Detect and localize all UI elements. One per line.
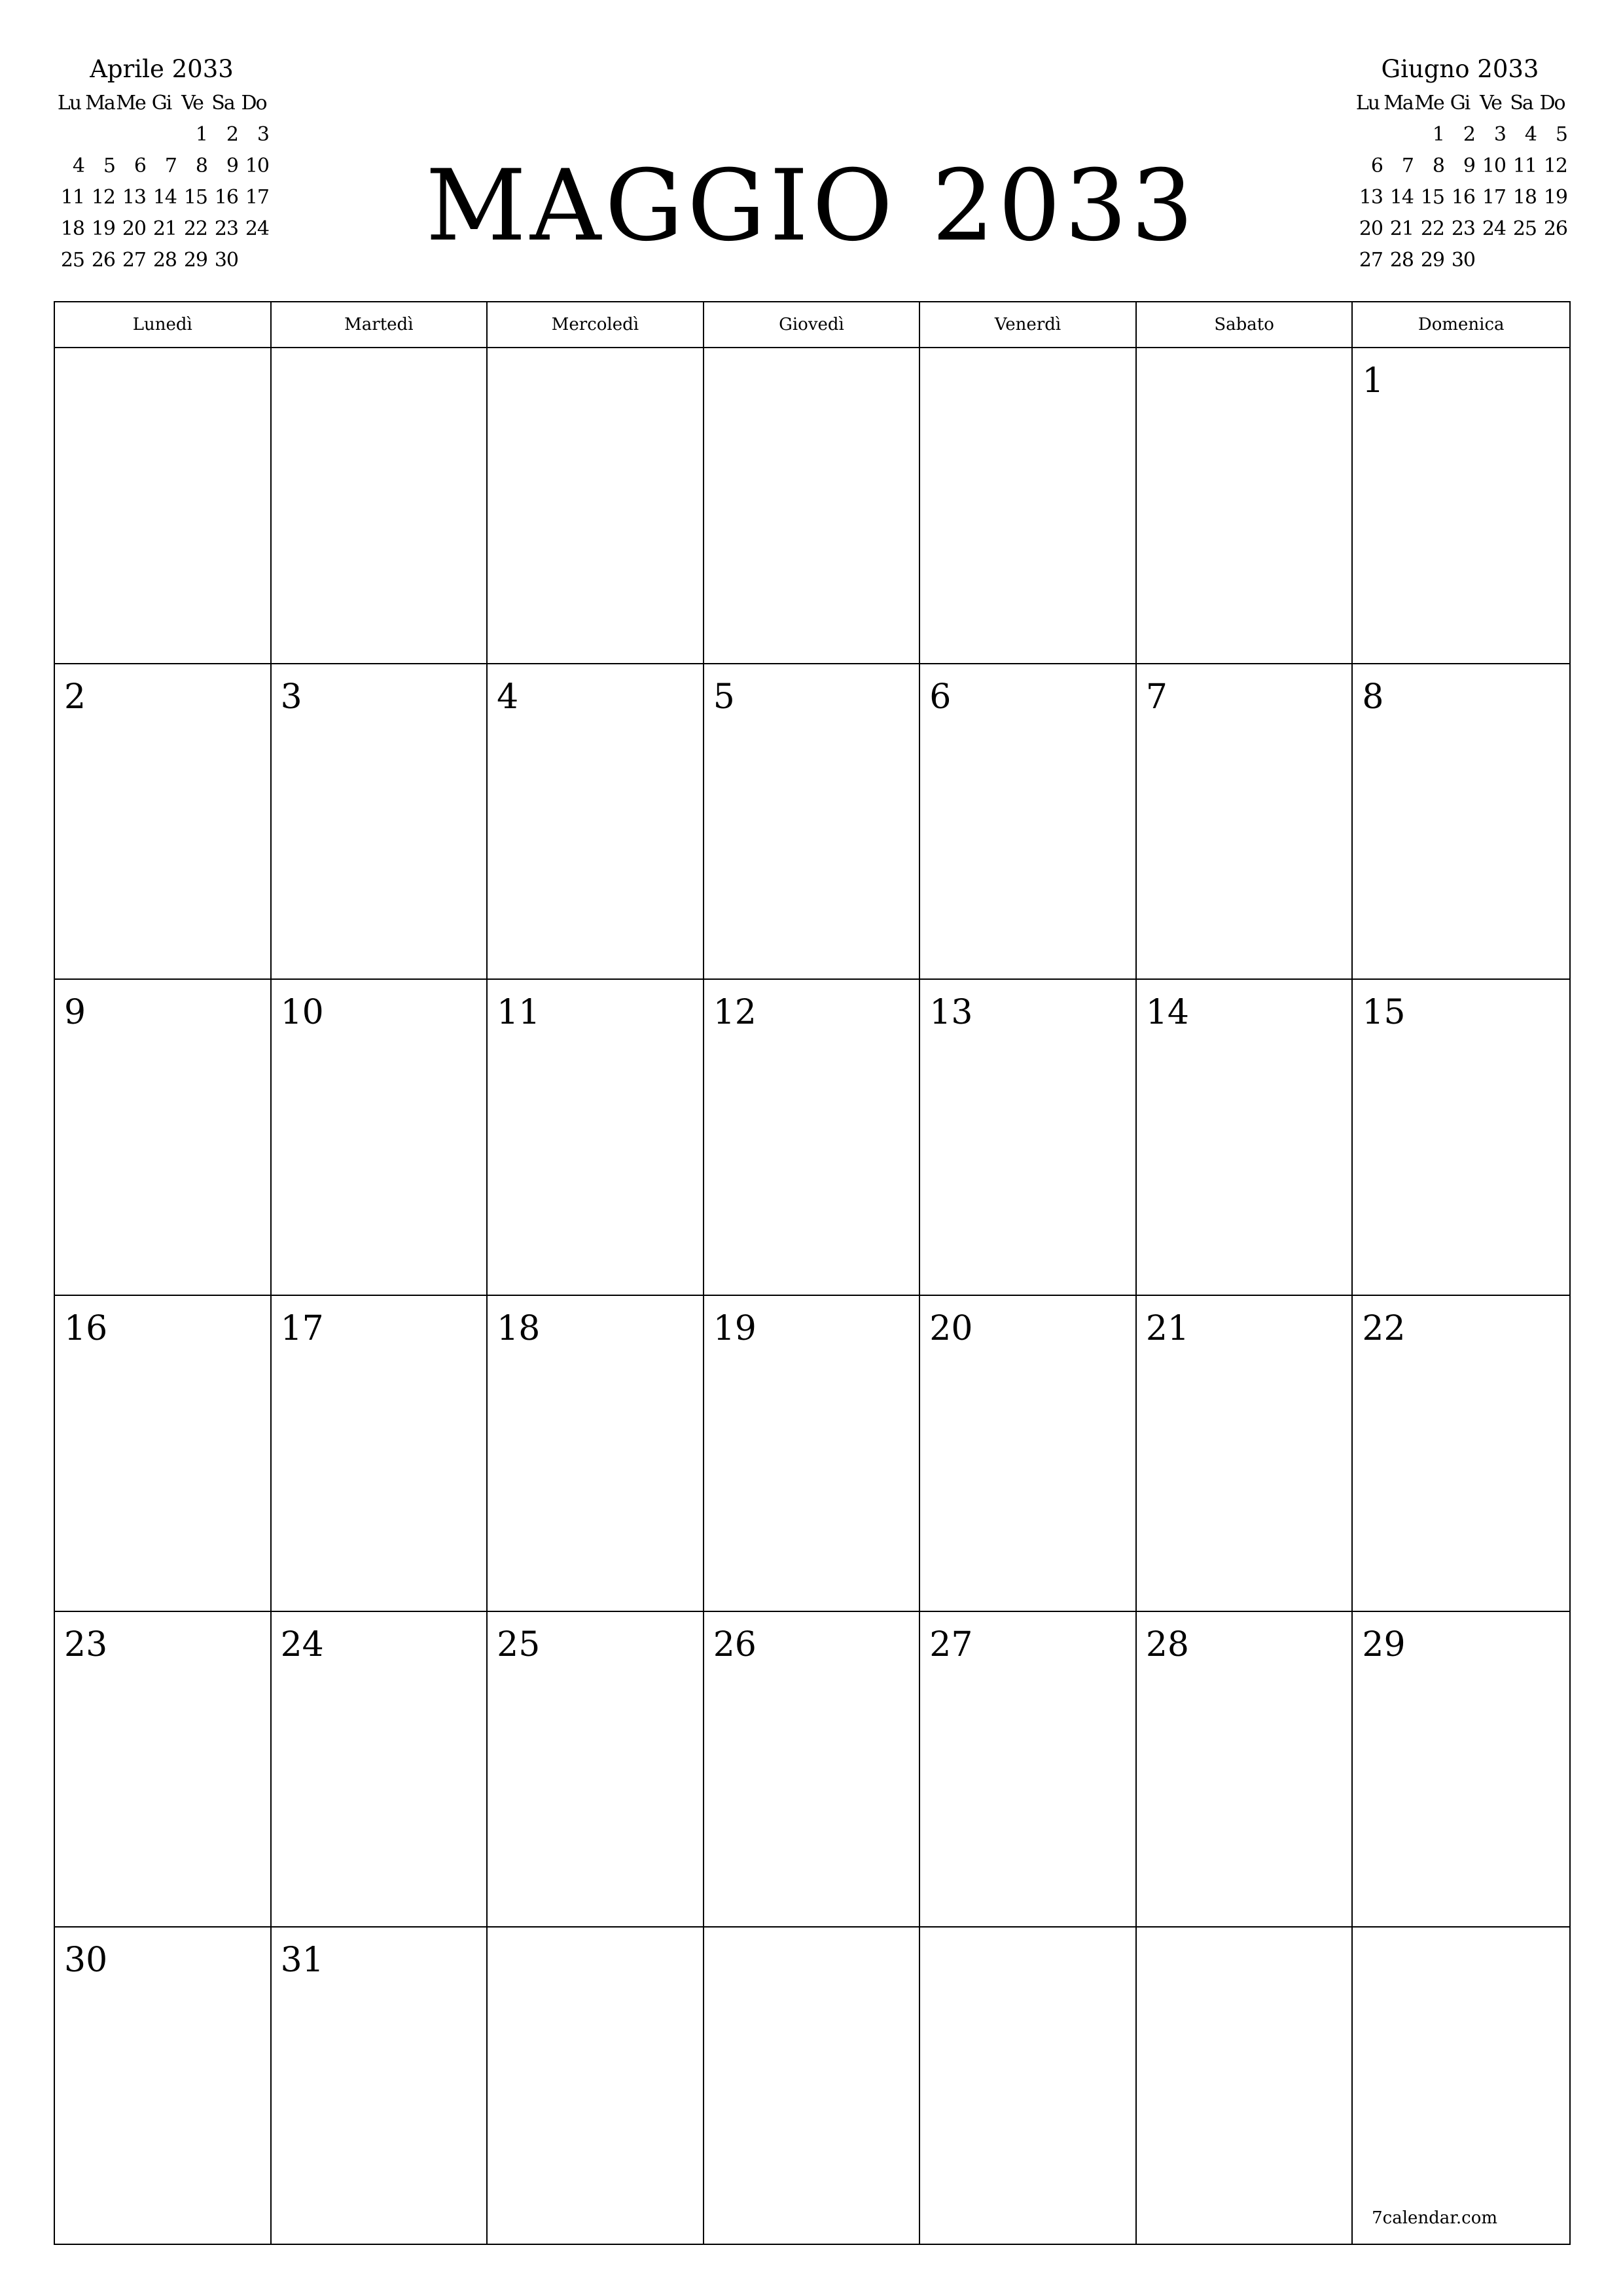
day-number: 15 [1362,993,1406,1033]
site-credit: 7calendar.com [1372,2208,1497,2228]
mini-day: 18 [60,217,84,240]
mini-day: 30 [214,249,238,272]
weekday-header: Mercoledì [488,302,704,347]
day-cell[interactable] [1353,1296,1569,1611]
mini-day: 1 [1432,123,1444,146]
mini-day: 20 [1359,217,1383,240]
day-number: 31 [280,1941,324,1981]
mini-day: 3 [1493,123,1506,146]
day-cell[interactable] [272,1612,488,1927]
mini-weekday-label: Ve [1480,92,1501,115]
day-number: 7 [1145,677,1168,717]
day-cell[interactable] [272,1296,488,1611]
mini-day: 14 [152,186,177,209]
mini-day [1383,119,1414,151]
mini-day: 28 [1389,249,1414,272]
weekday-header-row [55,302,1569,348]
week-row [55,980,1569,1296]
mini-day: 5 [103,154,115,177]
mini-weekday-label: Lu [1355,92,1380,115]
day-cell[interactable] [55,664,272,979]
mini-day: 7 [1401,154,1414,177]
day-cell[interactable] [1137,1928,1353,2244]
day-cell[interactable] [55,1612,272,1927]
day-cell[interactable] [1137,348,1353,663]
mini-day: 26 [1543,217,1567,240]
day-number: 17 [280,1308,324,1348]
day-cell[interactable] [1353,1928,1569,2244]
day-cell[interactable] [488,1928,704,2244]
mini-day: 4 [72,154,84,177]
mini-day: 6 [134,154,146,177]
day-cell[interactable] [1137,980,1353,1295]
day-number: 26 [713,1624,757,1664]
day-number: 14 [1145,993,1190,1033]
weekday-header: Lunedì [55,302,272,347]
mini-day: 13 [1359,186,1383,209]
mini-day: 24 [1482,217,1506,240]
mini-weekday-label: Lu [57,92,81,115]
mini-day: 19 [91,217,115,240]
day-cell[interactable] [272,348,488,663]
day-cell[interactable] [272,1928,488,2244]
week-row [55,1612,1569,1928]
day-number: 29 [1362,1624,1406,1664]
mini-day [1475,245,1506,276]
mini-calendar-next-month [1352,51,1568,276]
mini-day [115,119,146,151]
mini-day: 14 [1389,186,1414,209]
day-cell[interactable] [488,348,704,663]
mini-day: 22 [183,217,207,240]
day-cell[interactable] [704,1928,921,2244]
day-cell[interactable] [704,664,921,979]
day-cell[interactable] [55,348,272,663]
mini-day: 18 [1512,186,1537,209]
day-number: 3 [280,677,302,717]
mini-day: 11 [60,186,84,209]
day-cell[interactable] [704,1612,921,1927]
day-cell[interactable] [1137,1612,1353,1927]
day-number: 2 [64,677,86,717]
mini-day: 24 [245,217,269,240]
mini-day: 7 [164,154,177,177]
week-row [55,1928,1569,2244]
mini-day: 20 [122,217,146,240]
mini-day: 26 [91,249,115,272]
mini-day: 4 [1524,123,1537,146]
mini-day [1537,245,1567,276]
day-cell[interactable] [488,980,704,1295]
day-cell[interactable] [488,664,704,979]
day-cell[interactable] [1353,664,1569,979]
day-number: 18 [497,1308,541,1348]
day-number: 6 [929,677,952,717]
day-cell[interactable] [920,664,1137,979]
mini-day: 9 [226,154,238,177]
day-number: 19 [713,1308,757,1348]
day-number: 23 [64,1624,108,1664]
day-number: 20 [929,1308,973,1348]
day-cell[interactable] [55,1296,272,1611]
mini-day: 15 [1420,186,1444,209]
day-cell[interactable] [1353,348,1569,663]
day-number: 16 [64,1308,108,1348]
day-cell[interactable] [920,1928,1137,2244]
mini-day: 8 [1432,154,1444,177]
mini-day: 16 [1451,186,1475,209]
week-row [55,348,1569,664]
mini-weekday-label: Ve [181,92,203,115]
mini-day: 11 [1512,154,1537,177]
mini-day: 21 [1389,217,1414,240]
day-number: 8 [1362,677,1384,717]
mini-day: 10 [1482,154,1506,177]
day-number: 24 [280,1624,324,1664]
day-number: 13 [929,993,973,1033]
mini-day: 12 [91,186,115,209]
mini-calendar-title: Giugno 2033 [1381,55,1539,83]
mini-day: 27 [1359,249,1383,272]
mini-day: 23 [214,217,238,240]
mini-day: 17 [245,186,269,209]
mini-day: 22 [1420,217,1444,240]
mini-day: 29 [183,249,207,272]
mini-day: 16 [214,186,238,209]
day-cell[interactable] [272,664,488,979]
day-number: 12 [713,993,757,1033]
mini-weekday-label: Gi [1450,92,1470,115]
day-number: 1 [1362,361,1384,401]
mini-day: 1 [195,123,207,146]
day-cell[interactable] [488,1612,704,1927]
mini-calendar-title: Aprile 2033 [90,55,234,83]
mini-day: 28 [152,249,177,272]
page-title: MAGGIO 2033 [425,149,1198,263]
day-number: 21 [1145,1308,1190,1348]
weekday-header: Martedì [272,302,488,347]
mini-weekday-label: Me [1414,92,1444,115]
mini-weekday-label: Do [1539,92,1565,115]
day-number: 9 [64,993,86,1033]
weekday-header: Domenica [1418,315,1505,334]
mini-day: 30 [1451,249,1475,272]
day-cell[interactable] [1137,664,1353,979]
mini-day: 25 [1512,217,1537,240]
day-cell[interactable] [1353,980,1569,1295]
mini-day: 21 [152,217,177,240]
mini-day [1352,119,1383,151]
week-row [55,1296,1569,1612]
day-number: 10 [280,993,324,1033]
mini-day: 9 [1463,154,1475,177]
day-number: 28 [1145,1624,1190,1664]
day-cell[interactable] [55,980,272,1295]
mini-day: 27 [122,249,146,272]
day-number: 27 [929,1624,973,1664]
day-cell[interactable] [704,980,921,1295]
day-cell[interactable] [920,980,1137,1295]
week-row [55,664,1569,980]
weekday-header: Giovedì [704,302,921,347]
mini-day: 25 [60,249,84,272]
mini-day: 29 [1420,249,1444,272]
mini-weekday-label: Do [241,92,266,115]
day-number: 22 [1362,1308,1406,1348]
mini-day: 12 [1543,154,1567,177]
month-grid [54,301,1571,2245]
day-cell[interactable] [1353,1612,1569,1927]
weekday-header: Venerdì [920,302,1137,347]
mini-day: 6 [1370,154,1383,177]
day-cell[interactable] [920,348,1137,663]
mini-day: 23 [1451,217,1475,240]
mini-day: 17 [1482,186,1506,209]
mini-day [54,119,84,151]
day-number: 30 [64,1941,108,1981]
mini-day: 2 [1463,123,1475,146]
weeks-container [55,348,1569,2244]
day-cell[interactable] [704,1296,921,1611]
day-cell[interactable] [55,1928,272,2244]
mini-weekday-label: Me [116,92,145,115]
day-number: 11 [497,993,541,1033]
mini-day: 13 [122,186,146,209]
mini-day: 8 [195,154,207,177]
mini-weekday-label: Ma [1383,92,1413,115]
day-cell[interactable] [488,1296,704,1611]
mini-weekday-label: Sa [211,92,234,115]
mini-weekday-label: Gi [151,92,171,115]
mini-day: 15 [183,186,207,209]
mini-day [146,119,177,151]
day-cell[interactable] [920,1296,1137,1611]
day-cell[interactable] [1137,1296,1353,1611]
day-number: 25 [497,1624,541,1664]
mini-calendar-grid [1352,88,1568,276]
mini-weekday-label: Sa [1510,92,1533,115]
weekday-header: Sabato [1137,302,1353,347]
mini-day: 10 [245,154,269,177]
mini-weekday-label: Ma [85,92,115,115]
day-number: 5 [713,677,735,717]
mini-day: 5 [1555,123,1567,146]
mini-day: 19 [1543,186,1567,209]
mini-day: 3 [257,123,269,146]
day-cell[interactable] [920,1612,1137,1927]
mini-day [84,119,115,151]
day-cell[interactable] [704,348,921,663]
day-cell[interactable] [272,980,488,1295]
mini-day [1506,245,1537,276]
day-number: 4 [497,677,519,717]
mini-day: 2 [226,123,238,146]
